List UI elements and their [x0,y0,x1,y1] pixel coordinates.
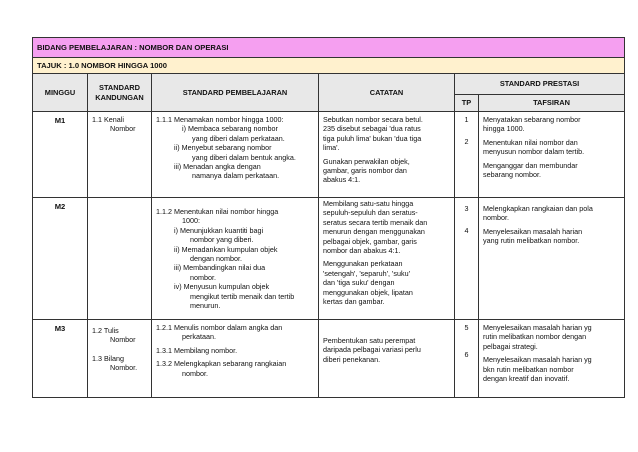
standard-pembelajaran-cell [152,320,319,398]
catatan-text: Menggunakan perkataan [323,259,403,269]
tafsiran-cell [479,112,625,198]
sk-text: 1.2 Tulis [92,326,119,335]
standard-pembelajaran-cell [152,198,319,320]
catatan-text: Membilang satu-satu hingga [323,199,414,208]
tp-value: 4 [464,226,469,236]
catatan-text: Pembentukan satu perempat [323,336,416,345]
catatan-text: dan 'tiga suku' dengan [323,278,395,288]
tafsiran-text: Menyelesaikan masalah harian yg [483,323,592,332]
catatan-text: menurun dengan menggunakan [323,227,425,237]
tp-value: 6 [464,350,469,360]
standard-kandungan-cell [88,112,152,198]
header-catatan: CATATAN [319,74,455,112]
tafsiran-text: hingga 1000. [483,124,525,134]
sk-text: 1.3 Bilang [92,353,124,363]
header-tafsiran: TAFSIRAN [479,95,625,112]
minggu-cell: M1 [33,112,88,198]
tafsiran-text: Menyelesaikan masalah harian yg [483,355,592,365]
catatan-text: diberi penekanan. [323,354,381,364]
tajuk-title: TAJUK : 1.0 NOMBOR HINGGA 1000 [33,58,625,74]
catatan-text: daripada pelbagai variasi perlu [323,345,421,355]
sp-text: i) Menunjukkan kuantiti bagi [174,225,264,235]
sp-text: yang diberi dalam perkataan. [192,133,285,143]
sp-text: 1.1.2 Menentukan nilai nombor hingga [156,207,279,216]
sp-text: namanya dalam perkataan. [192,171,280,181]
table-row [33,320,625,398]
tafsiran-text: pelbagai strategi. [483,341,538,351]
sp-text: menurun. [190,301,221,311]
catatan-text: gambar, garis nombor dan [323,166,407,176]
tafsiran-text: Menyatakan sebarang nombor [483,115,581,124]
sp-text: mengikut tertib menaik dan tertib [190,291,295,301]
header-standard-kandungan [88,74,152,112]
tajuk-row [33,58,625,74]
tafsiran-text: sebarang nombor. [483,170,541,180]
standard-pembelajaran-cell [152,112,319,198]
header-minggu: MINGGU [33,74,88,112]
sk-text: Nombor [110,124,136,134]
tafsiran-text: Menganggar dan membundar [483,160,578,170]
sp-text: 1.3.2 Melengkapkan sebarang rangkaian [156,359,287,369]
tafsiran-text: Menyelesaikan masalah harian [483,226,583,236]
standard-kandungan-cell [88,320,152,398]
header-sk-line-2: KANDUNGAN [95,92,144,102]
catatan-text: 235 disebut sebagai 'dua ratus [323,124,421,134]
tafsiran-text: Menentukan nilai nombor dan [483,137,578,147]
header-row [33,74,625,95]
sp-text: perkataan. [182,332,216,342]
header-tp: TP [455,95,479,112]
standard-kandungan-cell [88,198,152,320]
tp-value: 3 [464,204,469,213]
sk-text: Nombor [110,335,136,345]
header-standard-prestasi: STANDARD PRESTASI [455,74,625,95]
sp-text: ii) Memadankan kumpulan objek [174,244,278,254]
catatan-text: 'setengah', 'separuh', 'suku' [323,268,410,278]
sp-text: 1.3.1 Membilang nombor. [156,345,238,355]
syllabus-table [32,37,625,398]
tp-cell [455,112,479,198]
tp-value: 5 [464,323,469,332]
bidang-row [33,38,625,58]
tafsiran-text: yang rutin melibatkan nombor. [483,236,580,246]
tafsiran-text: nombor. [483,213,509,223]
catatan-text: nombor dan abakus 4:1. [323,246,401,256]
sp-text: i) Membaca sebarang nombor [182,124,278,134]
catatan-cell [319,112,455,198]
sp-text: nombor. [190,272,216,282]
bidang-title: BIDANG PEMBELAJARAN : NOMBOR DAN OPERASI [33,38,625,58]
catatan-text: menggunakan objek, lipatan [323,287,413,297]
catatan-text: Gunakan perwakilan objek, [323,156,410,166]
tafsiran-cell [479,198,625,320]
tafsiran-text: dengan kreatif dan inovatif. [483,374,570,384]
catatan-text: abakus 4:1. [323,175,361,185]
tafsiran-cell [479,320,625,398]
catatan-cell [319,198,455,320]
sp-text: iii) Menadan angka dengan [174,162,261,172]
sk-text: Nombor. [110,363,138,373]
catatan-text: Sebutkan nombor secara betul. [323,115,423,124]
sp-text: 1000: [182,216,200,226]
tafsiran-text: bkn rutin melibatkan nombor [483,364,574,374]
tafsiran-text: rutin melibatkan nombor dengan [483,332,587,342]
table-row [33,112,625,198]
catatan-text: pelbagai objek, gambar, garis [323,236,417,246]
minggu-cell: M3 [33,320,88,398]
header-sk-line-1: STANDARD [99,83,140,93]
tafsiran-text: Melengkapkan rangkaian dan pola [483,204,593,213]
sp-text: iii) Membandingkan nilai dua [174,263,266,273]
sp-text: yang diberi dalam bentuk angka. [192,152,296,162]
sp-text: nombor yang diberi. [190,235,254,245]
tp-value: 1 [464,115,469,124]
tp-value: 2 [464,137,469,147]
tp-cell [455,198,479,320]
sp-text: nombor. [182,368,208,378]
sp-text: iv) Menyusun kumpulan objek [174,282,270,292]
catatan-cell [319,320,455,398]
sk-text: 1.1 Kenali [92,115,124,124]
sp-text: 1.2.1 Menulis nombor dalam angka dan [156,323,283,332]
catatan-text: kertas dan gambar. [323,297,385,307]
minggu-cell: M2 [33,198,88,320]
catatan-text: sepuluh-sepuluh dan seratus- [323,208,418,218]
syllabus-document [32,37,624,398]
tafsiran-text: menyusun nombor dalam tertib. [483,147,585,157]
catatan-text: lima'. [323,143,340,153]
sp-text: ii) Menyebut sebarang nombor [174,143,272,153]
sp-text: 1.1.1 Menamakan nombor hingga 1000: [156,115,284,124]
tp-cell [455,320,479,398]
catatan-text: seratus secara tertib menaik dan [323,217,428,227]
sp-text: dengan nombor. [190,254,242,264]
header-standard-pembelajaran: STANDARD PEMBELAJARAN [152,74,319,112]
table-row [33,198,625,320]
catatan-text: tiga puluh lima' bukan 'dua tiga [323,133,422,143]
